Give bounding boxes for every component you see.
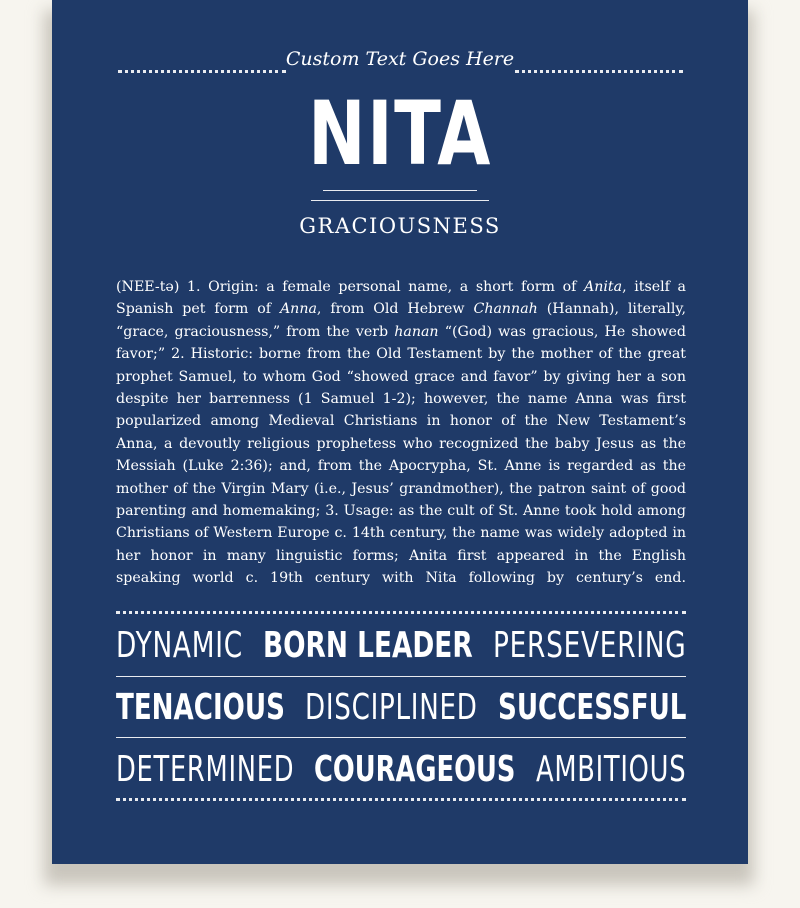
dotted-divider-left [118, 70, 286, 73]
definition-text: (NEE-tə) 1. Origin: a female personal name, a short form of [116, 279, 584, 295]
definition-text: (Hannah), literally, “grace, graciousness,” from the verb [116, 301, 686, 340]
name-underline-top [323, 190, 477, 191]
name-meaning: GRACIOUSNESS [299, 214, 501, 238]
trait-word: DYNAMIC [116, 624, 243, 666]
definition-text: , from Old Hebrew [316, 301, 474, 318]
dotted-divider-traits-top [116, 611, 686, 614]
trait-word: DISCIPLINED [304, 686, 478, 728]
trait-word: TENACIOUS [116, 686, 285, 728]
name-definition [116, 276, 686, 590]
trait-divider-1 [116, 676, 686, 677]
trait-word: SUCCESSFUL [497, 686, 687, 728]
trait-divider-2 [116, 737, 686, 738]
definition-italic-term: Channah [473, 301, 538, 318]
trait-word: PERSEVERING [492, 624, 687, 666]
name-underline-bottom [311, 200, 489, 201]
definition-text: , itself a Spanish pet form of [116, 279, 686, 318]
custom-text: Custom Text Goes Here [285, 48, 515, 70]
trait-word: DETERMINED [116, 748, 295, 790]
trait-row-2 [116, 684, 686, 730]
trait-row-3 [116, 746, 686, 792]
poster-name: NITA [308, 82, 492, 185]
definition-italic-term: Anna [279, 301, 317, 318]
dotted-divider-traits-bottom [116, 798, 686, 801]
dotted-divider-right [515, 70, 683, 73]
trait-row-1 [116, 622, 686, 668]
trait-word: BORN LEADER [262, 624, 473, 666]
trait-word: COURAGEOUS [314, 748, 516, 790]
trait-word: AMBITIOUS [535, 748, 687, 790]
definition-text: “(God) was gracious, He showed favor;” 2. Historic: borne from the Old Testament by the mother of the great prophet Samuel, to whom God “showed grace and favor” by giving her a son despite her barrenness (1 Samuel 1-2); however, the name Anna was first popularized among Medieval Christians in honor of the New Testament’s Anna, a devoutly religious prophetess who recognized the baby Jesus as the Messiah (Luke 2:36); and, from the Apocrypha, St. Anne is regarded as the mother of the Virgin Mary (i.e., Jesus’ grandmother), the patron saint of good parenting and homemaking; 3. Usage: as the cult of St. Anne took hold among Christians of Western Europe c. 14th century, the name was widely adopted in her honor in many linguistic forms; Anita first appeared in the English speaking world c. 19th century with Nita following by century’s end. [116, 323, 687, 587]
name-poster [52, 0, 748, 864]
definition-italic-term: hanan [394, 323, 439, 340]
definition-italic-term: Anita [584, 279, 623, 295]
